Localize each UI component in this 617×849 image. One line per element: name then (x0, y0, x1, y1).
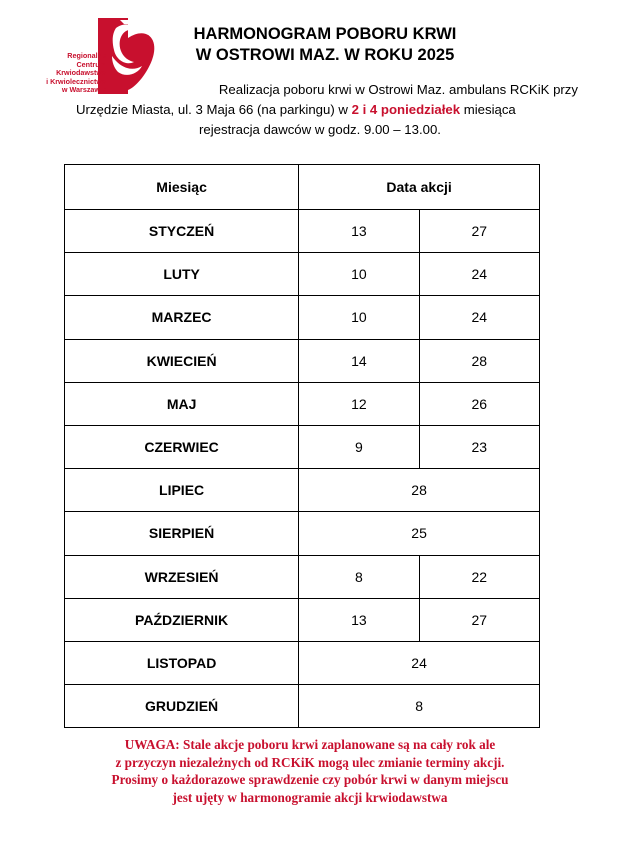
month-cell: WRZESIEŃ (65, 555, 299, 598)
table-row (65, 685, 540, 728)
intro-line-3: rejestracja dawców w godz. 9.00 – 13.00. (199, 122, 441, 137)
table-row (65, 641, 540, 684)
intro-line-2-suffix: miesiąca (460, 102, 516, 117)
logo-line: Centrum (76, 59, 106, 69)
notice-line-2: z przyczyn niezależnych od RCKiK mogą ulec zmianie terminy akcji. (115, 754, 505, 770)
month-cell: LISTOPAD (65, 641, 299, 684)
schedule-table (64, 164, 540, 728)
date-cell: 28 (299, 469, 540, 512)
table-row (65, 469, 540, 512)
notice-line-3: Prosimy o każdorazowe sprawdzenie czy pobór krwi w danym miejscu (111, 772, 509, 787)
column-header-dates: Data akcji (299, 165, 540, 210)
table-row (65, 382, 540, 425)
intro-paragraph (60, 80, 580, 140)
month-cell: MARZEC (65, 296, 299, 339)
table-row (65, 253, 540, 296)
date-cell: 28 (419, 339, 539, 382)
date-cell: 24 (419, 296, 539, 339)
month-cell: LIPIEC (65, 469, 299, 512)
table-row (65, 210, 540, 253)
month-cell: LUTY (65, 253, 299, 296)
date-cell: 10 (299, 296, 419, 339)
column-header-month: Miesiąc (65, 165, 299, 210)
date-cell: 26 (419, 382, 539, 425)
page-title (190, 24, 460, 66)
month-cell: SIERPIEŃ (65, 512, 299, 555)
table-row (65, 512, 540, 555)
logo-line: i Krwiolecznictwa (46, 76, 106, 86)
intro-line-1: Realizacja poboru krwi w Ostrowi Maz. ambulans RCKiK przy (218, 82, 578, 97)
date-cell: 10 (299, 253, 419, 296)
intro-highlight: 2 i 4 poniedziałek (351, 102, 461, 117)
title-line-1: HARMONOGRAM POBORU KRWI (193, 25, 457, 43)
month-cell: STYCZEŃ (65, 210, 299, 253)
logo-line: Krwiodawstwa (56, 68, 106, 78)
notice-line-1: UWAGA: Stale akcje poboru krwi zaplanowane są na cały rok ale (124, 737, 496, 752)
notice-box (60, 736, 560, 806)
date-cell: 23 (419, 425, 539, 468)
month-cell: MAJ (65, 382, 299, 425)
table-row (65, 425, 540, 468)
date-cell: 8 (299, 685, 540, 728)
month-cell: PAŹDZIERNIK (65, 598, 299, 641)
logo-line: w Warszawie (61, 85, 106, 95)
title-line-2: W OSTROWI MAZ. W ROKU 2025 (195, 46, 455, 64)
table-row (65, 598, 540, 641)
month-cell: GRUDZIEŃ (65, 685, 299, 728)
date-cell: 9 (299, 425, 419, 468)
date-cell: 25 (299, 512, 540, 555)
date-cell: 22 (419, 555, 539, 598)
table-row (65, 555, 540, 598)
date-cell: 8 (299, 555, 419, 598)
date-cell: 24 (299, 641, 540, 684)
date-cell: 13 (299, 598, 419, 641)
table-row (65, 296, 540, 339)
notice-line-4: jest ujęty w harmonogramie akcji krwiodawstwa (172, 789, 448, 805)
logo-line: Regionalne (67, 51, 106, 60)
date-cell: 13 (299, 210, 419, 253)
date-cell: 27 (419, 598, 539, 641)
intro-line-2 (60, 100, 580, 120)
intro-line-2-prefix: Urzędzie Miasta, ul. 3 Maja 66 (na parkingu) w (76, 102, 352, 117)
month-cell: KWIECIEŃ (65, 339, 299, 382)
date-cell: 24 (419, 253, 539, 296)
month-cell: CZERWIEC (65, 425, 299, 468)
date-cell: 27 (419, 210, 539, 253)
table-body (65, 210, 540, 728)
date-cell: 14 (299, 339, 419, 382)
date-cell: 12 (299, 382, 419, 425)
table-row (65, 339, 540, 382)
table-header-row (65, 165, 540, 210)
